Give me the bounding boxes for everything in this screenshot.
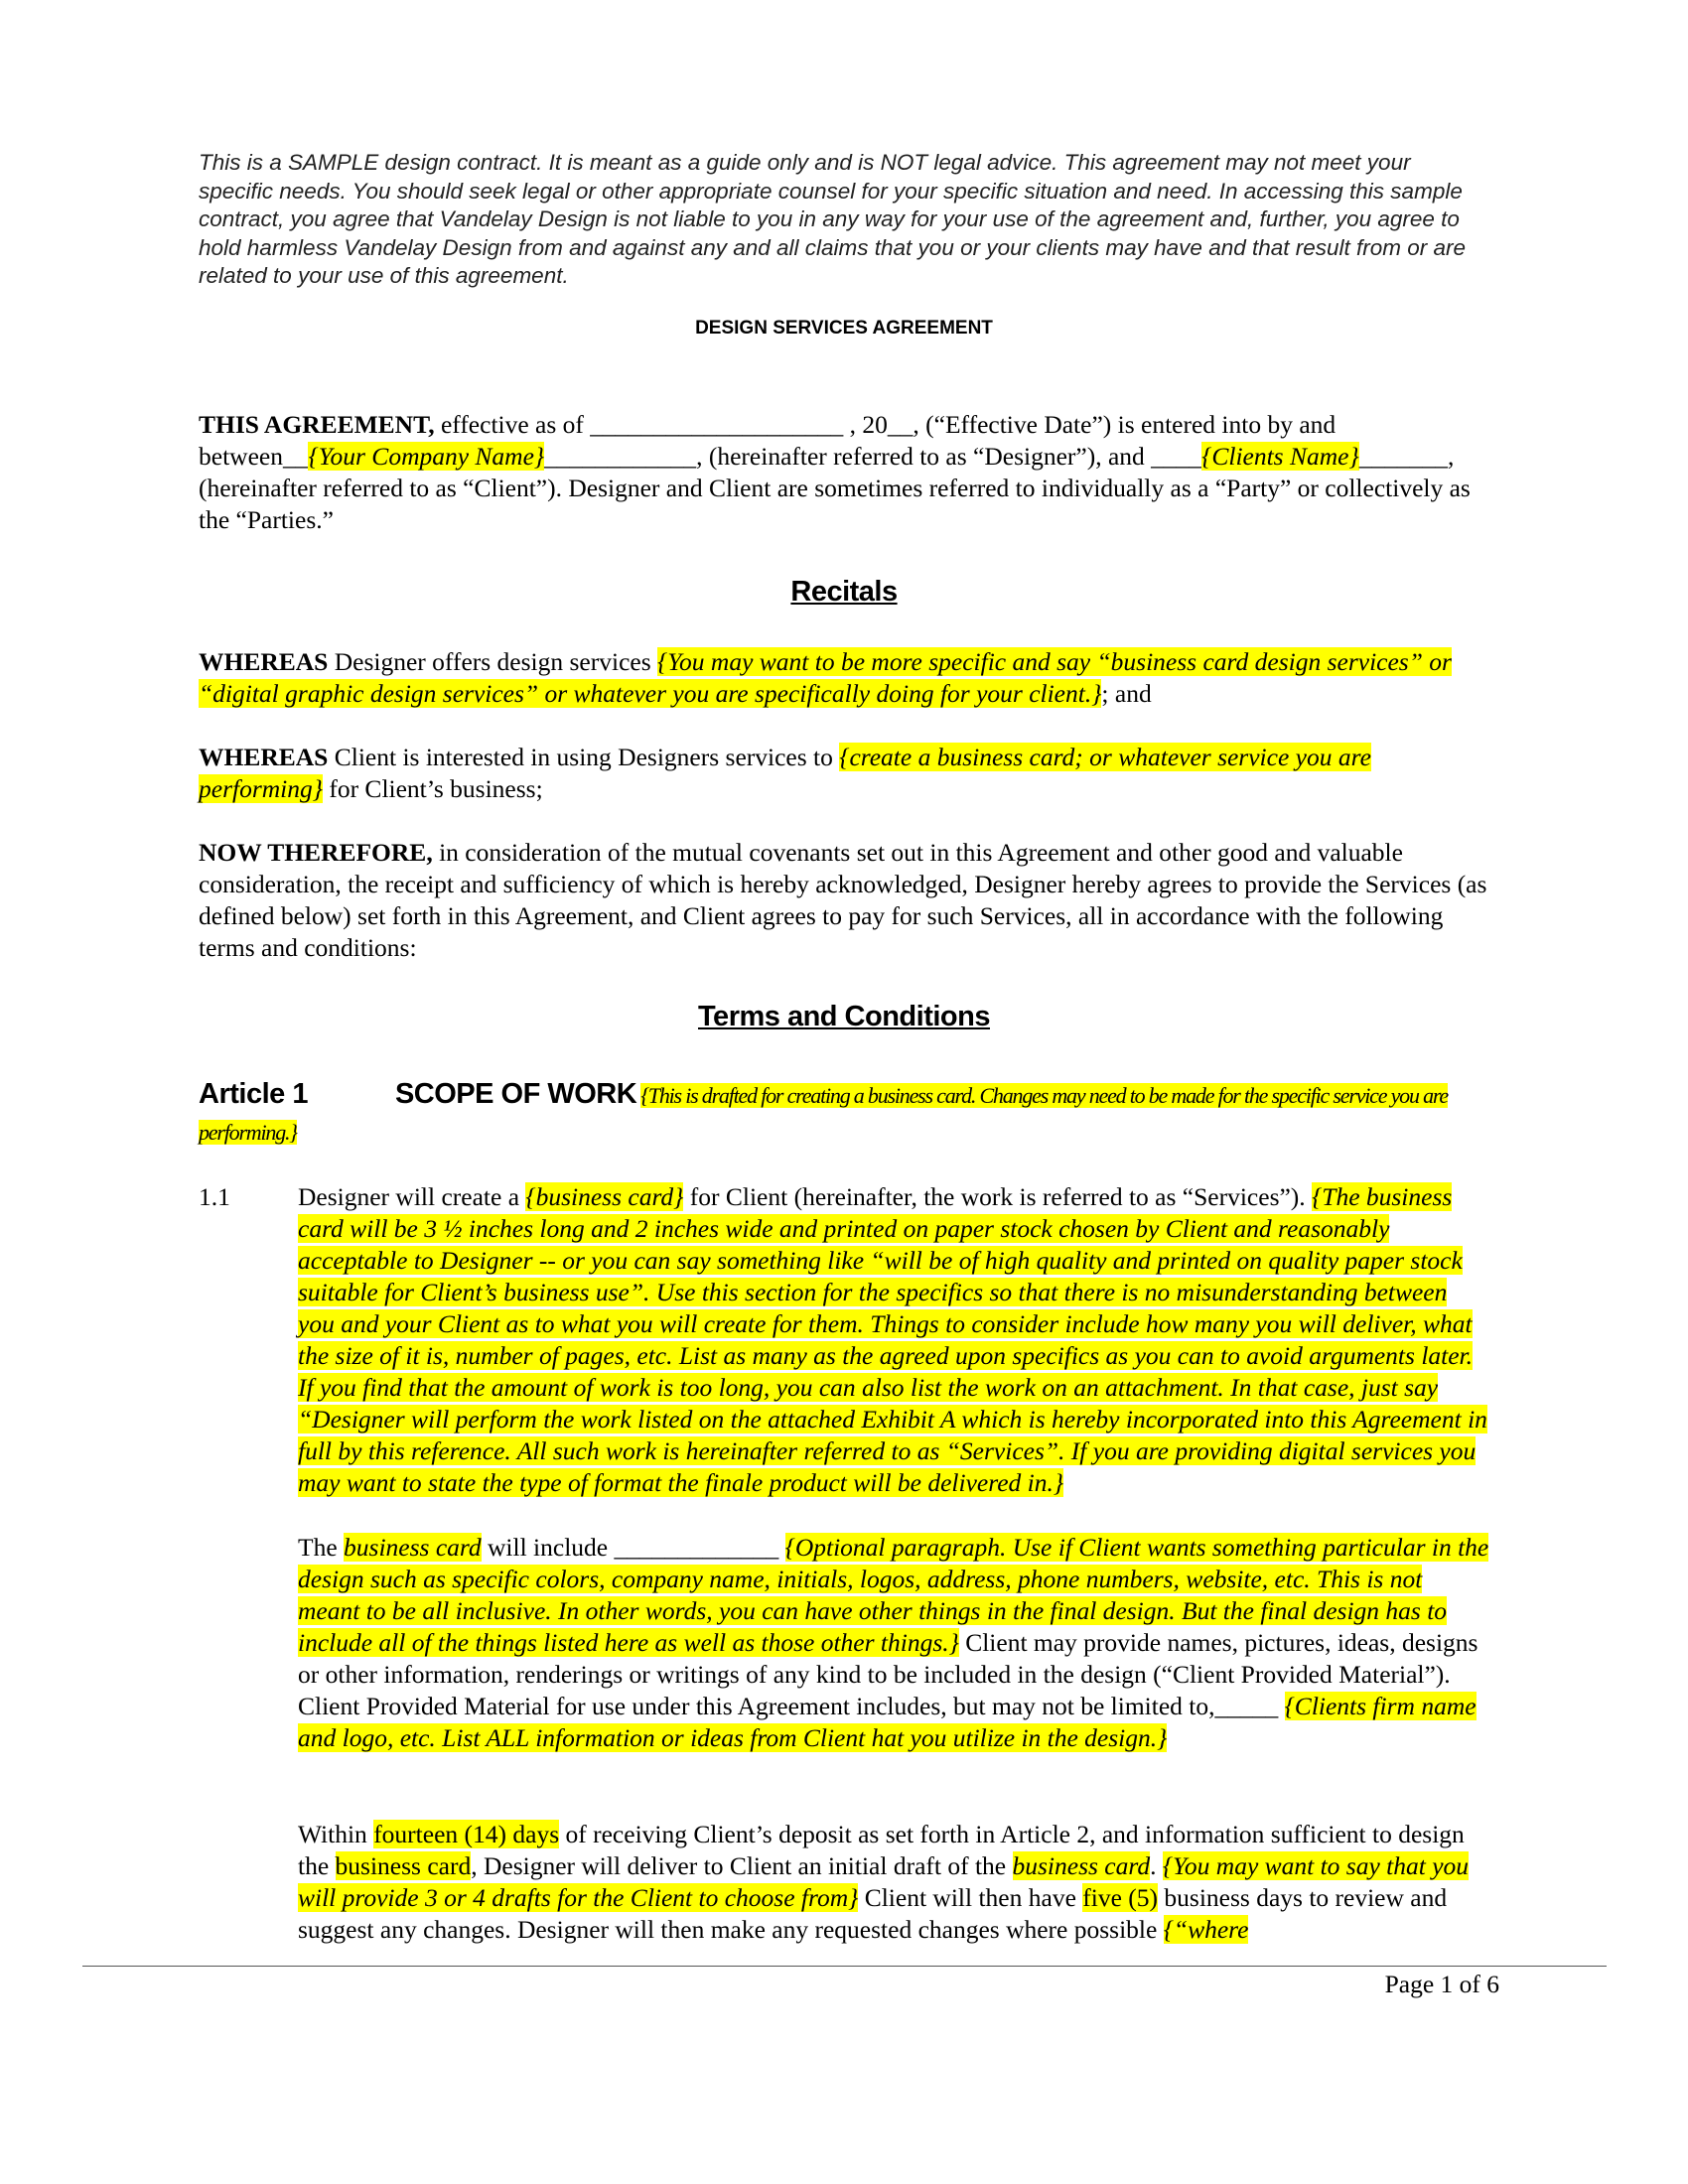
article-1-note: {This is drafted for creating a business card. Changes may need to be made for the specific service you are performing.} bbox=[199, 1083, 1448, 1145]
now-therefore-text: in consideration of the mutual covenants set out in this Agreement and other good and valuable consideration, the receipt and sufficiency of which is hereby acknowledged, Designer hereby agrees to provide the Services (as defined below) set forth in this Agreement, and Client agrees to pay for such Services, all in accordance with the following terms and conditions: bbox=[199, 838, 1487, 962]
within-five: five (5) bbox=[1082, 1883, 1159, 1912]
within-paragraph bbox=[298, 1819, 1489, 1946]
within-text-6: business days to review and suggest any changes. Designer will then make any requested changes where possible bbox=[298, 1883, 1448, 1944]
within-text-4: . bbox=[1150, 1851, 1163, 1880]
now-therefore-paragraph bbox=[199, 837, 1489, 964]
section-1-1-text-2: for Client (hereinafter, the work is referred to as “Services”). bbox=[683, 1182, 1313, 1211]
within-text-3: , Designer will deliver to Client an initial draft of the bbox=[471, 1851, 1013, 1880]
within-days: fourteen (14) days bbox=[373, 1820, 560, 1848]
whereas-2-tail: for Client’s business; bbox=[322, 774, 543, 803]
include-note-2: {Clients firm name and logo, etc. List ALL information or ideas from Client hat you utilize in the design.} bbox=[298, 1692, 1477, 1752]
within-item-2: business card bbox=[1012, 1851, 1151, 1880]
include-note: {Optional paragraph. Use if Client wants something particular in the design such as specific colors, company name, initials, logos, address, phone numbers, website, etc. This is not meant to be all inclusive. In other words, you can have other things in the final design. But the final design has to include all of the things listed here as well as those other things.} bbox=[298, 1533, 1489, 1657]
include-text-1: The bbox=[298, 1533, 345, 1562]
within-text-2: of receiving Client’s deposit as set forth in Article 2, and information sufficient to design the bbox=[298, 1820, 1465, 1880]
whereas-1-text: Designer offers design services bbox=[328, 647, 658, 676]
section-1-1-text-1: Designer will create a bbox=[298, 1182, 526, 1211]
footer-divider bbox=[82, 1966, 1607, 1967]
whereas-1-note: {You may want to be more specific and say “business card design services” or “digital graphic design services” or whatever you are specifically doing for your client.} bbox=[199, 647, 1452, 708]
within-note: {You may want to say that you will provide 3 or 4 drafts for the Client to choose from} bbox=[298, 1851, 1470, 1912]
page-number: Page 1 of 6 bbox=[1384, 1970, 1499, 1998]
company-name-placeholder: {Your Company Name} bbox=[308, 442, 545, 471]
section-1-1-note: {The business card will be 3 ½ inches long and 2 inches wide and printed on paper stock chosen by Client and reasonably acceptable to Designer -- or you can say something like “will be of high quality and printed on quality paper stock suitable for Client’s business use”. Use this section for the specifics so that there is no misunderstanding between you and your Client as to what you will create for them. Things to consider include how many you will deliver, what the size of it is, number of pages, etc. List as many as the agreed upon specifics as you can to avoid arguments later. If you find that the amount of work is too long, you can also list the work on an attachment. In that case, just say “Designer will perform the work listed on the attached Exhibit A which is hereby incorporated into this Agreement in full by this reference. All such work is hereinafter referred to as “Services”. If you are providing digital services you may want to state the type of format the finale product will be delivered in.} bbox=[298, 1182, 1487, 1497]
within-item: business card bbox=[335, 1851, 472, 1880]
section-1-1-item: {business card} bbox=[525, 1182, 684, 1211]
section-number: 1.1 bbox=[199, 1182, 230, 1211]
intro-lead: THIS AGREEMENT, bbox=[199, 410, 435, 439]
article-1-title: SCOPE OF WORK bbox=[394, 1078, 637, 1110]
intro-paragraph bbox=[199, 409, 1489, 536]
within-note-2: {“where bbox=[1163, 1915, 1249, 1944]
include-paragraph bbox=[298, 1532, 1489, 1754]
section-1-1-paragraph bbox=[298, 1181, 1489, 1499]
whereas-2-note: {create a business card; or whatever service you are performing} bbox=[199, 743, 1371, 803]
intro-text-3: _______, (hereinafter referred to as “Client”). Designer and Client are sometimes referred to individually as a “Party” or collectively as the “Parties.” bbox=[199, 442, 1471, 534]
whereas-paragraph-1 bbox=[199, 646, 1489, 710]
intro-text-1: effective as of ____________________ , 20__, (“Effective Date”) is entered into by and between__ bbox=[199, 410, 1336, 471]
intro-text-2: ____________, (hereinafter referred to as “Designer”), and ____ bbox=[544, 442, 1202, 471]
document-title: DESIGN SERVICES AGREEMENT bbox=[695, 318, 993, 339]
article-1-heading bbox=[199, 1077, 1489, 1153]
whereas-2-lead: WHEREAS bbox=[199, 743, 329, 771]
terms-heading: Terms and Conditions bbox=[698, 1001, 990, 1032]
whereas-1-lead: WHEREAS bbox=[199, 647, 329, 676]
include-text-3: Client may provide names, pictures, ideas, designs or other information, renderings or writings of any kind to be included in the design (“Client Provided Material”). Client Provided Material for use under this Agreement includes, but may not be limited to,_____ bbox=[298, 1628, 1478, 1720]
client-name-placeholder: {Clients Name} bbox=[1201, 442, 1359, 471]
article-1-label: Article 1 bbox=[199, 1078, 308, 1110]
within-text-1: Within bbox=[298, 1820, 374, 1848]
within-text-5: Client will then have bbox=[858, 1883, 1083, 1912]
whereas-2-text: Client is interested in using Designers services to bbox=[328, 743, 840, 771]
include-text-2: will include _____________ bbox=[481, 1533, 785, 1562]
include-item: business card bbox=[344, 1533, 482, 1562]
whereas-1-tail: ; and bbox=[1101, 679, 1152, 708]
now-therefore-lead: NOW THEREFORE, bbox=[199, 838, 433, 867]
recitals-heading: Recitals bbox=[790, 576, 898, 608]
disclaimer-paragraph: This is a SAMPLE design contract. It is meant as a guide only and is NOT legal advice. This agreement may not meet your specific needs. You should seek legal or other appropriate counsel for your specific situation and need. In accessing this sample contract, you agree that Vandelay Design is not liable to you in any way for your use of the agreement and, further, you agree to hold harmless Vandelay Design from and against any and all claims that you or your clients may have and that result from or are related to your use of this agreement. bbox=[199, 150, 1467, 288]
whereas-paragraph-2 bbox=[199, 742, 1489, 805]
